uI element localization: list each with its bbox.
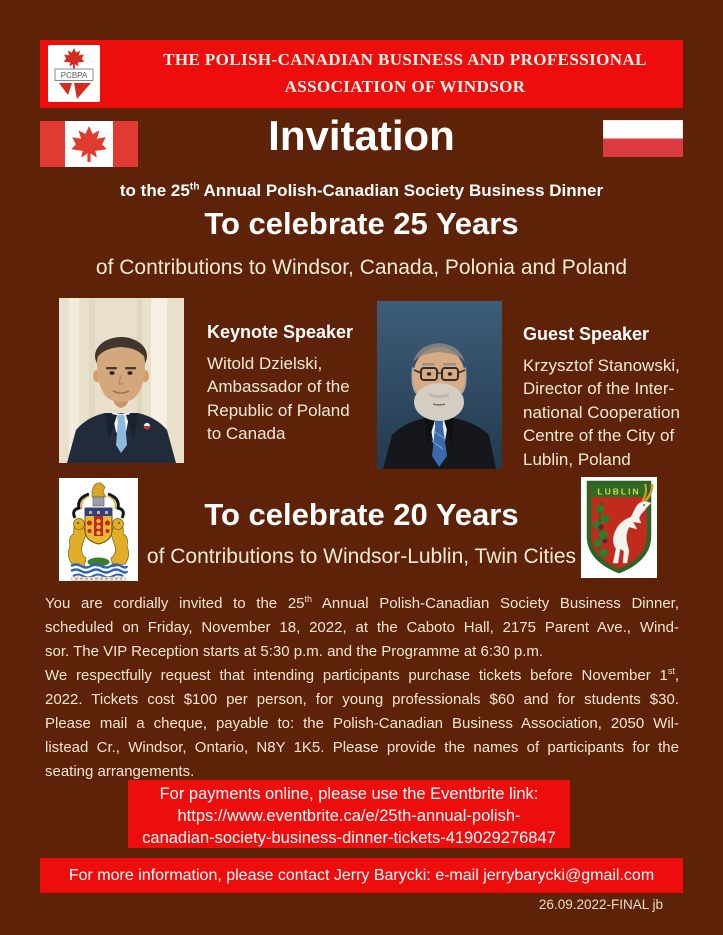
celebrate-25-heading: To celebrate 25 Years	[204, 206, 519, 241]
guest-speaker-role: Guest Speaker	[523, 324, 650, 344]
invitation-paragraph: You are cordially invited to the 25th Annual Polish-Canadian Society Business Dinner, scheduled on Friday, November 18, 2022, at the Caboto Hall, 2175 Parent Ave., Wind- sor. The VIP Reception starts at 5:30 p.m. and the Programme at 6:30 p.m.	[45, 594, 679, 660]
keynote-speaker-description: Witold Dzielski, Ambassador of the Republic of Poland to Canada	[207, 353, 350, 443]
lublin-label: LUBLIN	[597, 486, 641, 497]
celebrate-20-subheading: of Contributions to Windsor-Lublin, Twin Cities	[146, 545, 577, 568]
invitation-subtitle: to the 25th Annual Polish-Canadian Society Business Dinner	[119, 181, 604, 200]
header-banner	[40, 40, 683, 108]
eventbrite-link[interactable]	[128, 805, 570, 849]
guest-speaker-photo	[377, 301, 502, 469]
keynote-speaker-block	[207, 321, 397, 446]
eventbrite-url-line2: canadian-society-business-dinner-tickets-419029276847	[142, 829, 556, 847]
guest-speaker-block	[523, 323, 713, 471]
version-note: 26.09.2022-FINAL jb	[538, 897, 663, 912]
payment-intro: For payments online, please use the Eventbrite link:	[159, 785, 539, 803]
keynote-speaker-role: Keynote Speaker	[207, 322, 354, 342]
footer-contact-bar	[40, 858, 683, 893]
contact-text: For more information, please contact Jerry Barycki: e-mail jerrybarycki@gmail.com	[68, 867, 655, 884]
org-name-line1: THE POLISH-CANADIAN BUSINESS AND PROFESSIONAL	[163, 50, 647, 69]
poland-flag-icon	[603, 120, 683, 157]
tickets-paragraph: We respectfully request that intending participants purchase tickets before November 1st, 2022. Tickets cost $100 per person, for young professionals $60 and for students $30. Please mail a cheque, payable to: the Polish-Canadian Business Association, 2050 Wil- listead Cr., Windsor, Ontario, N8Y 1K5. Please provide the names of participants for the seating arrangements.	[45, 666, 679, 780]
celebrate-25-subheading: of Contributions to Windsor, Canada, Polonia and Poland	[95, 256, 628, 279]
keynote-speaker-photo	[59, 298, 184, 463]
pcbpa-logo-icon	[48, 45, 100, 102]
logo-monogram: PCBPA	[60, 71, 88, 80]
eventbrite-url-line1: https://www.eventbrite.ca/e/25th-annual-polish-	[177, 807, 521, 825]
payment-box	[128, 780, 570, 848]
invitation-title: Invitation	[268, 112, 455, 159]
guest-speaker-description: Krzysztof Stanowski, Director of the Inter- national Cooperation Centre of the City of Lublin, Poland	[523, 355, 680, 469]
lublin-crest-icon	[581, 477, 657, 578]
org-name-line2: ASSOCIATION OF WINDSOR	[284, 77, 526, 96]
celebrate-20-heading: To celebrate 20 Years	[204, 497, 519, 532]
